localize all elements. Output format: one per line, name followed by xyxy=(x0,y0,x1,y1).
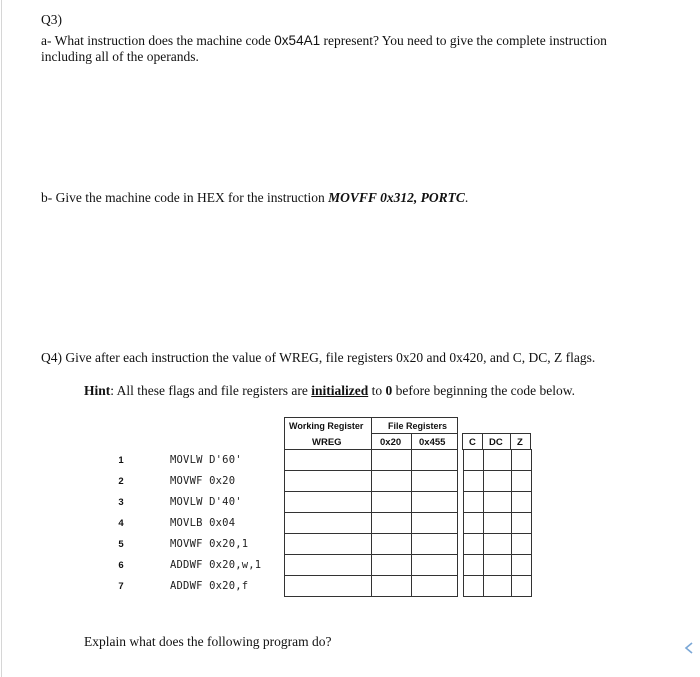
cell-0x20[interactable] xyxy=(372,513,412,534)
table-row xyxy=(285,555,532,576)
cell-wreg[interactable] xyxy=(285,555,372,576)
header-file-label: File Registers xyxy=(388,421,448,431)
col-0x20: 0x20 xyxy=(380,437,402,448)
cell-c[interactable] xyxy=(464,450,484,471)
line-number: 7 xyxy=(118,581,124,592)
line-number: 2 xyxy=(118,476,124,487)
instruction: MOVWF 0x20 xyxy=(170,475,236,487)
cell-dc[interactable] xyxy=(484,513,512,534)
instruction: MOVLW D'60' xyxy=(170,454,242,466)
cell-wreg[interactable] xyxy=(285,513,372,534)
instruction: MOVLW D'40' xyxy=(170,496,242,508)
cell-c[interactable] xyxy=(464,492,484,513)
line-number: 3 xyxy=(118,497,124,508)
line-number: 4 xyxy=(118,518,124,529)
table-row xyxy=(285,576,532,597)
cell-z[interactable] xyxy=(512,513,532,534)
q4-prompt: Q4) Give after each instruction the value of WREG, file registers 0x20 and 0x420, and C, DC, Z flags. xyxy=(41,350,596,365)
table-row xyxy=(285,471,532,492)
table-row xyxy=(285,492,532,513)
cell-wreg[interactable] xyxy=(285,492,372,513)
header-working-label: Working Register xyxy=(289,421,364,431)
col-0x455: 0x455 xyxy=(419,437,446,448)
cell-wreg[interactable] xyxy=(285,471,372,492)
cell-0x20[interactable] xyxy=(372,534,412,555)
instruction: ADDWF 0x20,w,1 xyxy=(170,559,262,571)
instruction: ADDWF 0x20,f xyxy=(170,580,249,592)
cell-c[interactable] xyxy=(464,471,484,492)
cell-z[interactable] xyxy=(512,450,532,471)
cell-c[interactable] xyxy=(464,534,484,555)
cell-dc[interactable] xyxy=(484,471,512,492)
cell-dc[interactable] xyxy=(484,534,512,555)
table-row xyxy=(285,513,532,534)
q3a-prefix: a- What instruction does the machine code xyxy=(41,33,275,48)
col-dc: DC xyxy=(489,437,503,448)
cell-0x20[interactable] xyxy=(372,555,412,576)
cell-c[interactable] xyxy=(464,513,484,534)
q3b-prefix: b- Give the machine code in HEX for the instruction xyxy=(41,190,329,205)
col-z: Z xyxy=(517,437,523,448)
hint-label: Hint xyxy=(84,383,111,398)
q3a-line2: including all of the operands. xyxy=(41,49,199,64)
cell-z[interactable] xyxy=(512,576,532,597)
q3a-machine-code: 0x54A1 xyxy=(274,33,321,48)
cell-z[interactable] xyxy=(512,492,532,513)
cell-c[interactable] xyxy=(464,576,484,597)
line-number: 5 xyxy=(118,539,124,550)
instruction: MOVWF 0x20,1 xyxy=(170,538,249,550)
page-left-border xyxy=(1,0,2,677)
table-row xyxy=(285,534,532,555)
cell-0x20[interactable] xyxy=(372,492,412,513)
hint-zero: 0 xyxy=(385,383,393,398)
q4-hint xyxy=(84,383,575,399)
cell-wreg[interactable] xyxy=(285,534,372,555)
answer-grid xyxy=(284,449,532,597)
cell-0x455[interactable] xyxy=(412,555,458,576)
cell-z[interactable] xyxy=(512,534,532,555)
cell-dc[interactable] xyxy=(484,492,512,513)
q3-title: Q3) xyxy=(41,12,62,27)
cell-dc[interactable] xyxy=(484,576,512,597)
hint-to: to xyxy=(368,383,386,398)
col-c: C xyxy=(469,437,476,448)
q3b-suffix: . xyxy=(464,190,469,205)
instruction: MOVLB 0x04 xyxy=(170,517,236,529)
cell-c[interactable] xyxy=(464,555,484,576)
cell-0x455[interactable] xyxy=(412,513,458,534)
q3b-instruction: MOVFF 0x312, PORTC xyxy=(328,190,465,205)
table-row xyxy=(285,450,532,471)
hint-initialized: initialized xyxy=(311,383,369,398)
hint-text: : All these flags and file registers are xyxy=(110,383,312,398)
cell-wreg[interactable] xyxy=(285,450,372,471)
line-number: 6 xyxy=(118,560,124,571)
cell-0x20[interactable] xyxy=(372,471,412,492)
cell-0x20[interactable] xyxy=(372,576,412,597)
cell-0x455[interactable] xyxy=(412,576,458,597)
explain-prompt: Explain what does the following program do? xyxy=(84,634,332,649)
hint-end: before beginning the code below. xyxy=(392,383,576,398)
cell-0x455[interactable] xyxy=(412,492,458,513)
q3a-suffix: represent? You need to give the complete instruction xyxy=(320,33,607,48)
cell-0x20[interactable] xyxy=(372,450,412,471)
q3b-line xyxy=(41,190,468,206)
cell-0x455[interactable] xyxy=(412,450,458,471)
cell-0x455[interactable] xyxy=(412,534,458,555)
col-wreg: WREG xyxy=(312,437,342,448)
cell-dc[interactable] xyxy=(484,450,512,471)
cell-z[interactable] xyxy=(512,555,532,576)
cell-wreg[interactable] xyxy=(285,576,372,597)
line-number: 1 xyxy=(118,455,124,466)
cell-0x455[interactable] xyxy=(412,471,458,492)
cell-dc[interactable] xyxy=(484,555,512,576)
cell-z[interactable] xyxy=(512,471,532,492)
q3a-line1 xyxy=(41,33,607,49)
chevron-left-icon[interactable] xyxy=(682,641,696,655)
